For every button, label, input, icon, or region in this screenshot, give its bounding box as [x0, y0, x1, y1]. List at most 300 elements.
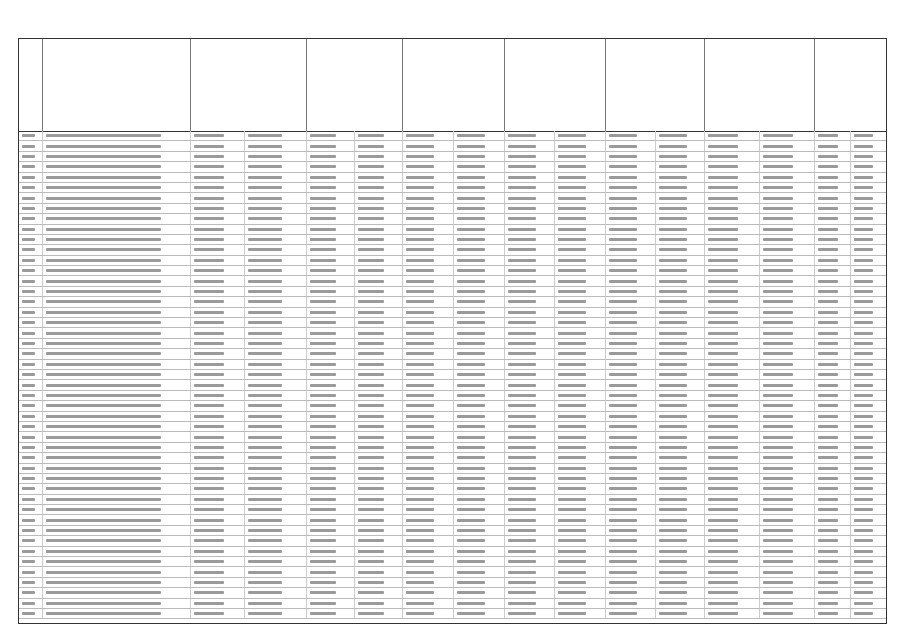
text-placeholder-bar	[558, 197, 586, 200]
cell-placeholder	[851, 401, 886, 410]
cell-placeholder	[815, 567, 851, 576]
cell-placeholder	[191, 193, 246, 202]
cell-placeholder	[191, 536, 246, 545]
cell-placeholder	[656, 526, 706, 535]
cell-placeholder	[606, 193, 656, 202]
text-placeholder-bar	[854, 363, 873, 366]
text-placeholder-bar	[457, 186, 485, 189]
cell-placeholder	[355, 266, 403, 275]
text-placeholder-bar	[46, 217, 161, 220]
cell-placeholder	[705, 474, 760, 483]
cell-placeholder	[245, 183, 307, 192]
cell-placeholder	[191, 266, 246, 275]
cell-placeholder	[355, 193, 403, 202]
cell-placeholder	[656, 235, 706, 244]
text-placeholder-bar	[708, 477, 738, 480]
notice	[8, 8, 897, 30]
text-placeholder-bar	[508, 446, 536, 449]
cell-placeholder	[656, 204, 706, 213]
cell-placeholder	[815, 193, 851, 202]
text-placeholder-bar	[659, 612, 687, 615]
cell-placeholder	[505, 495, 555, 504]
cell-placeholder	[19, 515, 43, 524]
text-placeholder-bar	[310, 300, 336, 303]
cell-placeholder	[245, 515, 307, 524]
cell-placeholder	[307, 484, 355, 493]
cell-placeholder	[43, 422, 191, 431]
cell-placeholder	[403, 162, 454, 171]
cell-placeholder	[454, 578, 505, 587]
cell-placeholder	[555, 308, 606, 317]
text-placeholder-bar	[818, 436, 838, 439]
text-placeholder-bar	[609, 394, 637, 397]
cell-placeholder	[606, 256, 656, 265]
cell-placeholder	[555, 245, 606, 254]
cell-placeholder	[191, 225, 246, 234]
text-placeholder-bar	[248, 217, 282, 220]
text-placeholder-bar	[248, 529, 282, 532]
text-placeholder-bar	[358, 259, 384, 262]
cell-placeholder	[403, 422, 454, 431]
text-placeholder-bar	[659, 550, 687, 553]
text-placeholder-bar	[22, 425, 35, 428]
text-placeholder-bar	[558, 467, 586, 470]
cell-placeholder	[307, 328, 355, 337]
cell-placeholder	[19, 173, 43, 182]
cell-placeholder	[355, 214, 403, 223]
text-placeholder-bar	[358, 550, 384, 553]
text-placeholder-bar	[818, 446, 838, 449]
cell-placeholder	[851, 370, 886, 379]
cell-placeholder	[19, 256, 43, 265]
table-row-placeholder	[19, 422, 886, 432]
cell-placeholder	[307, 578, 355, 587]
cell-placeholder	[760, 318, 815, 327]
cell-placeholder	[851, 391, 886, 400]
cell-placeholder	[505, 183, 555, 192]
text-placeholder-bar	[818, 456, 838, 459]
text-placeholder-bar	[406, 591, 434, 594]
cell-placeholder	[19, 183, 43, 192]
text-placeholder-bar	[310, 145, 336, 148]
text-placeholder-bar	[194, 560, 224, 563]
cell-placeholder	[851, 412, 886, 421]
text-placeholder-bar	[659, 352, 687, 355]
text-placeholder-bar	[763, 477, 793, 480]
cell-placeholder	[355, 464, 403, 473]
cell-placeholder	[705, 505, 760, 514]
text-placeholder-bar	[763, 384, 793, 387]
cell-placeholder	[505, 547, 555, 556]
text-placeholder-bar	[609, 550, 637, 553]
text-placeholder-bar	[358, 134, 384, 137]
table-row-placeholder	[19, 484, 886, 494]
cell-placeholder	[656, 515, 706, 524]
cell-placeholder	[307, 380, 355, 389]
text-placeholder-bar	[310, 373, 336, 376]
text-placeholder-bar	[818, 342, 838, 345]
cell-placeholder	[245, 567, 307, 576]
cell-placeholder	[245, 432, 307, 441]
text-placeholder-bar	[708, 280, 738, 283]
text-placeholder-bar	[248, 300, 282, 303]
text-placeholder-bar	[818, 467, 838, 470]
text-placeholder-bar	[659, 280, 687, 283]
cell-placeholder	[555, 214, 606, 223]
cell-placeholder	[245, 214, 307, 223]
cell-placeholder	[555, 183, 606, 192]
text-placeholder-bar	[406, 487, 434, 490]
table-row-placeholder	[19, 266, 886, 276]
cell-placeholder	[454, 567, 505, 576]
text-placeholder-bar	[22, 311, 35, 314]
text-placeholder-bar	[708, 342, 738, 345]
text-placeholder-bar	[22, 207, 35, 210]
text-placeholder-bar	[46, 404, 161, 407]
text-placeholder-bar	[609, 539, 637, 542]
cell-placeholder	[851, 235, 886, 244]
text-placeholder-bar	[609, 280, 637, 283]
cell-placeholder	[355, 391, 403, 400]
text-placeholder-bar	[659, 321, 687, 324]
cell-placeholder	[454, 204, 505, 213]
text-placeholder-bar	[248, 269, 282, 272]
text-placeholder-bar	[46, 207, 161, 210]
cell-placeholder	[606, 370, 656, 379]
text-placeholder-bar	[708, 373, 738, 376]
text-placeholder-bar	[406, 207, 434, 210]
text-placeholder-bar	[609, 591, 637, 594]
text-placeholder-bar	[22, 280, 35, 283]
cell-placeholder	[851, 453, 886, 462]
cell-placeholder	[505, 443, 555, 452]
cell-placeholder	[606, 245, 656, 254]
text-placeholder-bar	[358, 176, 384, 179]
text-placeholder-bar	[609, 487, 637, 490]
cell-placeholder	[606, 536, 656, 545]
cell-placeholder	[705, 443, 760, 452]
text-placeholder-bar	[818, 217, 838, 220]
cell-placeholder	[43, 141, 191, 150]
cell-placeholder	[43, 453, 191, 462]
cell-placeholder	[505, 505, 555, 514]
text-placeholder-bar	[763, 539, 793, 542]
cell-placeholder	[191, 557, 246, 566]
cell-placeholder	[815, 484, 851, 493]
text-placeholder-bar	[406, 550, 434, 553]
text-placeholder-bar	[46, 394, 161, 397]
text-placeholder-bar	[22, 269, 35, 272]
cell-placeholder	[19, 422, 43, 431]
cell-placeholder	[555, 162, 606, 171]
text-placeholder-bar	[508, 155, 536, 158]
text-placeholder-bar	[659, 508, 687, 511]
cell-placeholder	[245, 474, 307, 483]
text-placeholder-bar	[248, 155, 282, 158]
cell-placeholder	[505, 339, 555, 348]
text-placeholder-bar	[854, 436, 873, 439]
cell-placeholder	[43, 432, 191, 441]
cell-placeholder	[505, 484, 555, 493]
text-placeholder-bar	[763, 332, 793, 335]
cell-placeholder	[307, 235, 355, 244]
text-placeholder-bar	[248, 467, 282, 470]
cell-placeholder	[355, 339, 403, 348]
text-placeholder-bar	[763, 529, 793, 532]
text-placeholder-bar	[406, 217, 434, 220]
cell-placeholder	[245, 464, 307, 473]
cell-placeholder	[851, 578, 886, 587]
table-row-placeholder	[19, 515, 886, 525]
cell-placeholder	[403, 131, 454, 140]
text-placeholder-bar	[248, 404, 282, 407]
cell-placeholder	[43, 484, 191, 493]
cell-placeholder	[307, 495, 355, 504]
cell-placeholder	[851, 464, 886, 473]
text-placeholder-bar	[854, 228, 873, 231]
cell-placeholder	[851, 256, 886, 265]
text-placeholder-bar	[46, 384, 161, 387]
table-row-placeholder	[19, 474, 886, 484]
text-placeholder-bar	[406, 363, 434, 366]
cell-placeholder	[606, 505, 656, 514]
table-row-placeholder	[19, 297, 886, 307]
header-cell	[43, 39, 191, 131]
text-placeholder-bar	[818, 134, 838, 137]
cell-placeholder	[851, 225, 886, 234]
cell-placeholder	[656, 599, 706, 608]
text-placeholder-bar	[659, 456, 687, 459]
cell-placeholder	[454, 495, 505, 504]
text-placeholder-bar	[358, 186, 384, 189]
cell-placeholder	[656, 276, 706, 285]
text-placeholder-bar	[818, 321, 838, 324]
cell-placeholder	[403, 141, 454, 150]
text-placeholder-bar	[659, 446, 687, 449]
cell-placeholder	[191, 360, 246, 369]
cell-placeholder	[43, 339, 191, 348]
cell-placeholder	[245, 380, 307, 389]
text-placeholder-bar	[457, 311, 485, 314]
text-placeholder-bar	[818, 539, 838, 542]
text-placeholder-bar	[194, 591, 224, 594]
text-placeholder-bar	[708, 394, 738, 397]
cell-placeholder	[403, 339, 454, 348]
text-placeholder-bar	[508, 217, 536, 220]
cell-placeholder	[403, 588, 454, 597]
cell-placeholder	[19, 193, 43, 202]
cell-placeholder	[760, 526, 815, 535]
text-placeholder-bar	[558, 404, 586, 407]
text-placeholder-bar	[46, 165, 161, 168]
text-placeholder-bar	[708, 165, 738, 168]
text-placeholder-bar	[46, 477, 161, 480]
cell-placeholder	[555, 193, 606, 202]
cell-placeholder	[555, 578, 606, 587]
text-placeholder-bar	[659, 487, 687, 490]
text-placeholder-bar	[659, 498, 687, 501]
text-placeholder-bar	[558, 321, 586, 324]
cell-placeholder	[19, 432, 43, 441]
cell-placeholder	[454, 162, 505, 171]
text-placeholder-bar	[763, 498, 793, 501]
cell-placeholder	[245, 505, 307, 514]
cell-placeholder	[705, 380, 760, 389]
text-placeholder-bar	[508, 394, 536, 397]
cell-placeholder	[815, 183, 851, 192]
cell-placeholder	[555, 526, 606, 535]
cell-placeholder	[555, 131, 606, 140]
cell-placeholder	[505, 308, 555, 317]
cell-placeholder	[43, 183, 191, 192]
text-placeholder-bar	[659, 467, 687, 470]
cell-placeholder	[19, 609, 43, 618]
cell-placeholder	[851, 266, 886, 275]
cell-placeholder	[245, 349, 307, 358]
text-placeholder-bar	[854, 217, 873, 220]
text-placeholder-bar	[406, 321, 434, 324]
text-placeholder-bar	[457, 300, 485, 303]
cell-placeholder	[245, 287, 307, 296]
text-placeholder-bar	[763, 508, 793, 511]
cell-placeholder	[355, 547, 403, 556]
cell-placeholder	[307, 225, 355, 234]
cell-placeholder	[555, 505, 606, 514]
text-placeholder-bar	[508, 560, 536, 563]
text-placeholder-bar	[358, 300, 384, 303]
text-placeholder-bar	[194, 571, 224, 574]
cell-placeholder	[505, 349, 555, 358]
cell-placeholder	[555, 380, 606, 389]
text-placeholder-bar	[194, 342, 224, 345]
text-placeholder-bar	[310, 134, 336, 137]
text-placeholder-bar	[310, 571, 336, 574]
text-placeholder-bar	[659, 217, 687, 220]
cell-placeholder	[705, 339, 760, 348]
text-placeholder-bar	[457, 373, 485, 376]
cell-placeholder	[851, 474, 886, 483]
text-placeholder-bar	[46, 145, 161, 148]
text-placeholder-bar	[818, 259, 838, 262]
text-placeholder-bar	[854, 321, 873, 324]
text-placeholder-bar	[558, 248, 586, 251]
cell-placeholder	[656, 391, 706, 400]
cell-placeholder	[19, 349, 43, 358]
cell-placeholder	[19, 287, 43, 296]
text-placeholder-bar	[310, 155, 336, 158]
text-placeholder-bar	[818, 415, 838, 418]
text-placeholder-bar	[763, 571, 793, 574]
text-placeholder-bar	[22, 456, 35, 459]
cell-placeholder	[454, 547, 505, 556]
cell-placeholder	[505, 380, 555, 389]
text-placeholder-bar	[558, 290, 586, 293]
cell-placeholder	[705, 204, 760, 213]
cell-placeholder	[851, 380, 886, 389]
text-placeholder-bar	[818, 384, 838, 387]
cell-placeholder	[555, 453, 606, 462]
cell-placeholder	[815, 360, 851, 369]
cell-placeholder	[19, 276, 43, 285]
cell-placeholder	[815, 328, 851, 337]
cell-placeholder	[454, 599, 505, 608]
cell-placeholder	[191, 162, 246, 171]
text-placeholder-bar	[708, 228, 738, 231]
cell-placeholder	[851, 339, 886, 348]
text-placeholder-bar	[22, 446, 35, 449]
cell-placeholder	[851, 609, 886, 618]
cell-placeholder	[851, 183, 886, 192]
text-placeholder-bar	[708, 321, 738, 324]
text-placeholder-bar	[194, 145, 224, 148]
cell-placeholder	[245, 443, 307, 452]
cell-placeholder	[705, 557, 760, 566]
text-placeholder-bar	[457, 498, 485, 501]
cell-placeholder	[43, 276, 191, 285]
cell-placeholder	[454, 505, 505, 514]
cell-placeholder	[656, 443, 706, 452]
cell-placeholder	[851, 131, 886, 140]
text-placeholder-bar	[609, 332, 637, 335]
text-placeholder-bar	[609, 248, 637, 251]
cell-placeholder	[815, 412, 851, 421]
cell-placeholder	[191, 297, 246, 306]
text-placeholder-bar	[609, 560, 637, 563]
cell-placeholder	[505, 297, 555, 306]
text-placeholder-bar	[310, 487, 336, 490]
cell-placeholder	[505, 412, 555, 421]
text-placeholder-bar	[406, 186, 434, 189]
cell-placeholder	[815, 318, 851, 327]
cell-placeholder	[355, 578, 403, 587]
text-placeholder-bar	[310, 550, 336, 553]
cell-placeholder	[815, 515, 851, 524]
cell-placeholder	[454, 276, 505, 285]
cell-placeholder	[760, 515, 815, 524]
cell-placeholder	[555, 266, 606, 275]
cell-placeholder	[505, 173, 555, 182]
cell-placeholder	[851, 308, 886, 317]
cell-placeholder	[245, 173, 307, 182]
cell-placeholder	[705, 266, 760, 275]
cell-placeholder	[245, 266, 307, 275]
cell-placeholder	[555, 297, 606, 306]
cell-placeholder	[403, 495, 454, 504]
text-placeholder-bar	[22, 165, 35, 168]
text-placeholder-bar	[310, 394, 336, 397]
cell-placeholder	[43, 131, 191, 140]
cell-placeholder	[606, 225, 656, 234]
cell-placeholder	[307, 287, 355, 296]
cell-placeholder	[307, 443, 355, 452]
text-placeholder-bar	[508, 228, 536, 231]
text-placeholder-bar	[22, 217, 35, 220]
cell-placeholder	[43, 152, 191, 161]
text-placeholder-bar	[194, 539, 224, 542]
text-placeholder-bar	[406, 539, 434, 542]
cell-placeholder	[505, 152, 555, 161]
text-placeholder-bar	[508, 539, 536, 542]
cell-placeholder	[355, 495, 403, 504]
text-placeholder-bar	[358, 290, 384, 293]
text-placeholder-bar	[22, 539, 35, 542]
cell-placeholder	[454, 152, 505, 161]
cell-placeholder	[606, 183, 656, 192]
cell-placeholder	[245, 495, 307, 504]
text-placeholder-bar	[558, 165, 586, 168]
text-placeholder-bar	[508, 145, 536, 148]
cell-placeholder	[454, 328, 505, 337]
